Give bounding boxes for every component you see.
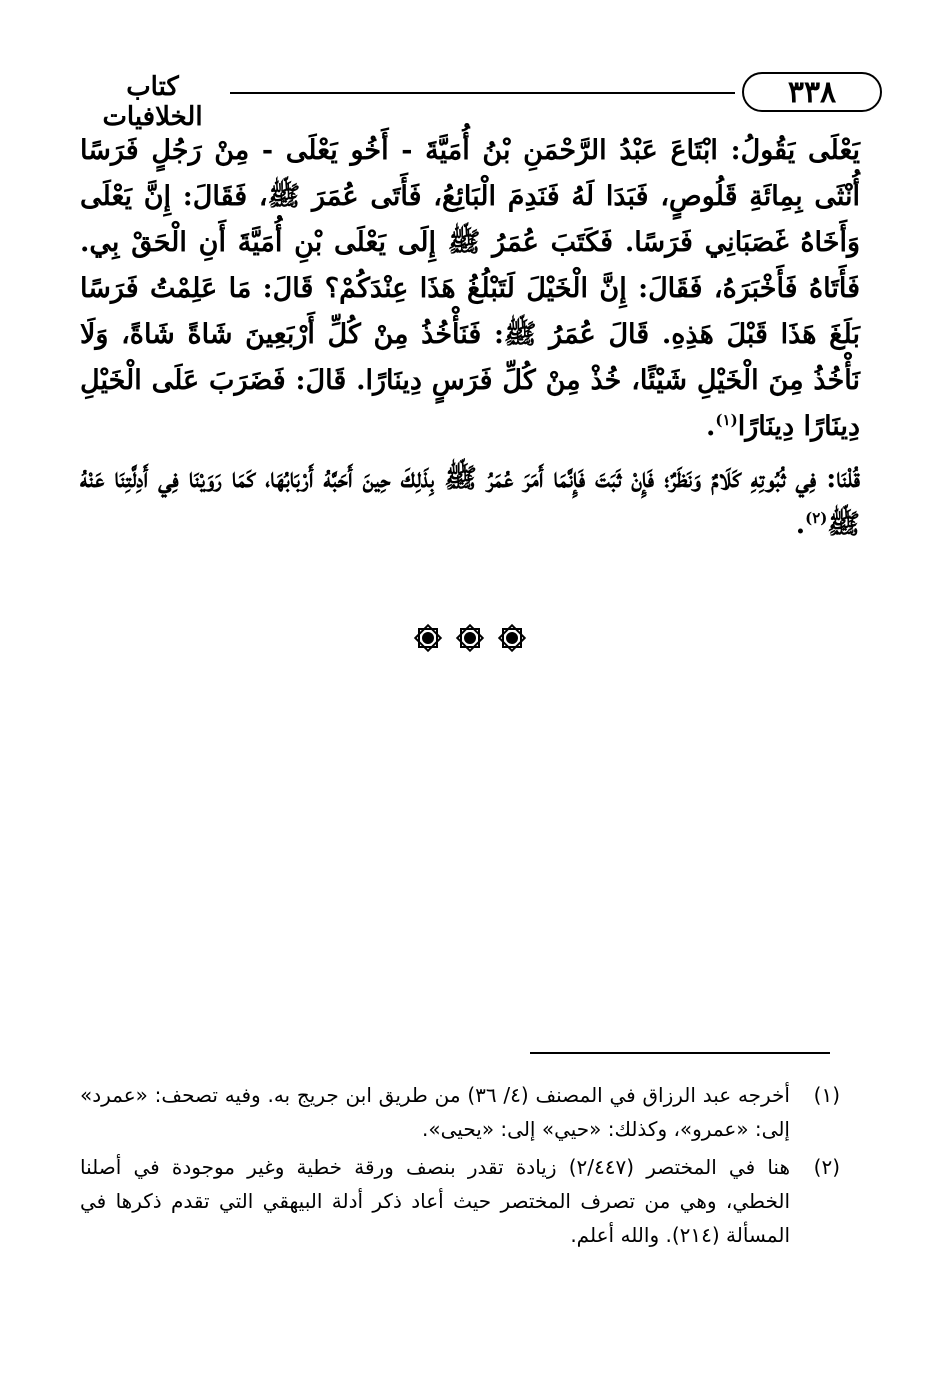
- qulna-label: قُلْنَا:: [826, 463, 860, 494]
- paragraph-narration: [80, 128, 860, 450]
- flower-ornament-icon: [412, 622, 444, 654]
- comment-end: .: [795, 509, 806, 540]
- book-title: كتاب الخلافيات: [102, 72, 203, 132]
- comment-text: فِي ثُبُوتِهِ كَلَامٌ وَنَظَرٌ؛ فَإِنْ ثَبَتَ فَإِنَّمَا أَمَرَ عُمَرُ ﷺ بِذَلِكَ حِينَ أَحَبَّهُ أَرْبَابُهَا، كَمَا رَوَيْنَا فِي أَدِلَّتِنَا عَنْهُ ﷺ: [80, 463, 860, 540]
- footnote-text: أخرجه عبد الرزاق في المصنف (٤/ ٣٦) من طريق ابن جريج به. وفيه تصحف: «عمرد» إلى: «عمرو»، وكذلك: «حيي» إلى: «يحيى».: [80, 1083, 790, 1141]
- page-number: ٣٣٨: [742, 72, 882, 112]
- narration-end: .: [706, 411, 716, 442]
- footnote-1: [80, 1078, 840, 1146]
- page-header: [70, 60, 870, 132]
- flower-ornament-icon: [454, 622, 486, 654]
- main-text: [80, 128, 860, 548]
- footnote-number: (١): [813, 1083, 840, 1107]
- footnote-number: (٢): [813, 1155, 840, 1179]
- footnote-divider: [530, 1052, 830, 1054]
- paragraph-comment: [80, 456, 860, 548]
- footnote-text: هنا في المختصر (٢/٤٤٧) زيادة تقدر بنصف ورقة خطية وغير موجودة في أصلنا الخطي، وهي من تصرف المختصر حيث أعاد ذكر أدلة البيهقي التي تقدم ذكرها في المسألة (٢١٤). والله أعلم.: [80, 1155, 790, 1247]
- footnotes: [80, 1078, 840, 1256]
- narration-text: يَعْلَى يَقُولُ: ابْتَاعَ عَبْدُ الرَّحْمَنِ بْنُ أُمَيَّةَ - أَخُو يَعْلَى - مِنْ رَجُلٍ فَرَسًا أُنْثَى بِمِائَةِ قَلُوصٍ، فَبَدَا لَهُ فَنَدِمَ الْبَائِعُ، فَأَتَى عُمَرَ ﷺ، فَقَالَ: إِنَّ يَعْلَى وَأَخَاهُ غَصَبَانِي فَرَسًا. فَكَتَبَ عُمَرُ ﷺ إِلَى يَعْلَى بْنِ أُمَيَّةَ أَنِ الْحَقْ بِي. فَأَتَاهُ فَأَخْبَرَهُ، فَقَالَ: إِنَّ الْخَيْلَ لَتَبْلُغُ هَذَا عِنْدَكُمْ؟ قَالَ: مَا عَلِمْتُ فَرَسًا بَلَغَ هَذَا قَبْلَ هَذِهِ. قَالَ عُمَرُ ﷺ: فَنَأْخُذُ مِنْ كُلِّ أَرْبَعِينَ شَاةً شَاةً، وَلَا نَأْخُذُ مِنَ الْخَيْلِ شَيْئًا، خُذْ مِنْ كُلِّ فَرَسٍ دِينَارًا. قَالَ: فَضَرَبَ عَلَى الْخَيْلِ دِينَارًا دِينَارًا: [80, 135, 860, 442]
- section-ornament: [380, 622, 560, 662]
- flower-ornament-icon: [496, 622, 528, 654]
- footnote-2: [80, 1150, 840, 1252]
- header-divider: [230, 92, 735, 94]
- footnote-ref-2: (٢): [805, 509, 828, 527]
- footnote-ref-1: (١): [715, 411, 738, 429]
